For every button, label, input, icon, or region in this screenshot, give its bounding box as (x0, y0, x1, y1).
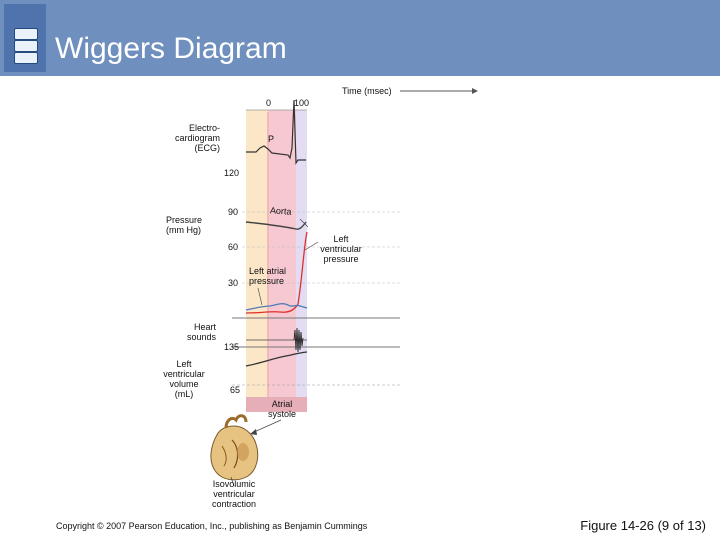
pressure-tick: 30 (228, 278, 239, 288)
arrowhead-icon (472, 88, 478, 94)
time-axis-label: Time (msec) (342, 86, 392, 96)
heart-caption: Isovolumic ventricular contraction (211, 479, 257, 509)
heart-pointer (254, 420, 281, 432)
pressure-label: Pressure (mm Hg) (166, 215, 203, 235)
copyright-text: Copyright © 2007 Pearson Education, Inc., publishing as Benjamin Cummings (56, 521, 368, 531)
phase-divider (267, 112, 269, 412)
ventricular-band (268, 110, 296, 412)
pressure-tick: 120 (224, 168, 240, 178)
volume-tick: 135 (224, 342, 240, 352)
atrial-systole-band (246, 110, 268, 412)
lvp-label: Left ventricular pressure (320, 234, 362, 264)
slide-title: Wiggers Diagram (55, 32, 287, 65)
pressure-tick: 60 (228, 242, 239, 252)
time-tick: 0 (266, 98, 272, 108)
heart-illustration (211, 416, 258, 480)
figure-label: Figure 14-26 (9 of 13) (580, 518, 706, 533)
volume-tick: 65 (230, 385, 241, 395)
time-tick: 100 (294, 98, 310, 108)
aorta-label: Aorta (269, 205, 292, 217)
lap-label: Left atrial pressure (249, 266, 287, 286)
ecg-label: Electro- cardiogram (ECG) (174, 123, 220, 153)
isovolumic-band (296, 110, 307, 412)
p-wave-label: P (268, 134, 275, 144)
atrial-systole-label: Atrial systole (267, 399, 296, 419)
volume-label: Left ventricular volume (mL) (163, 359, 205, 399)
heart-sounds-label: Heart sounds (186, 322, 216, 342)
pressure-tick: 90 (228, 207, 239, 217)
